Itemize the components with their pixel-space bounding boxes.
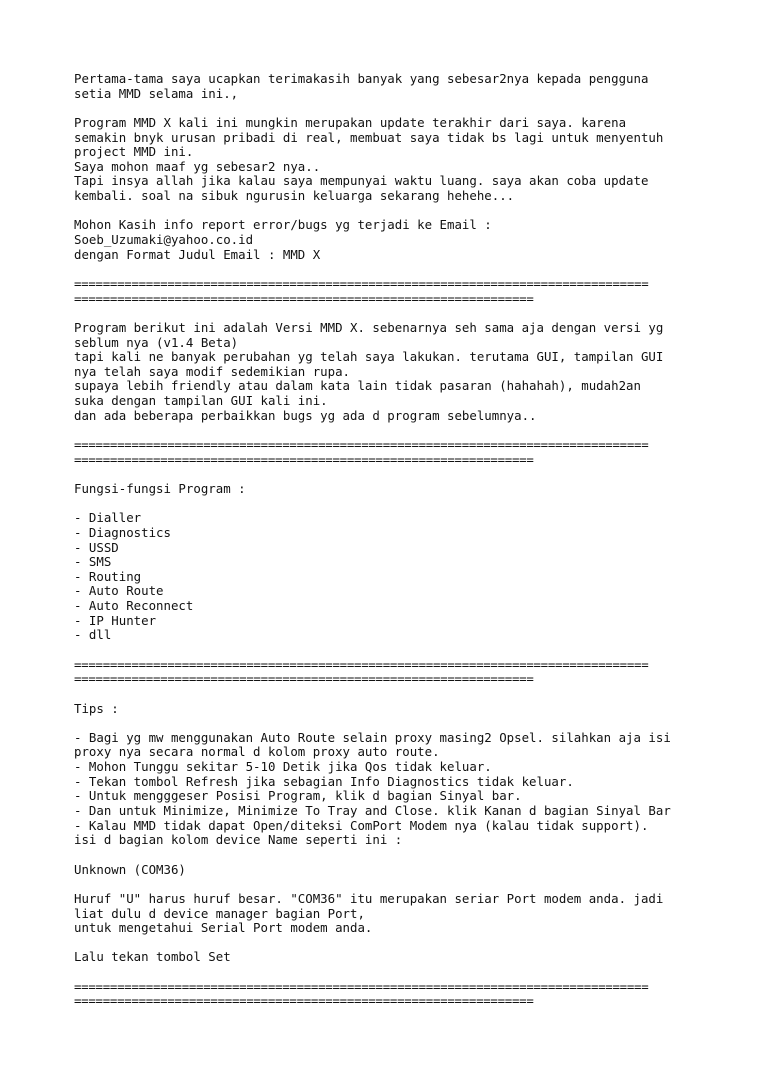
farewell-line: Tapi insya allah jika kalau saya mempunyai waktu luang. saya akan coba update bbox=[74, 173, 649, 189]
contact-email: Soeb_Uzumaki@yahoo.co.id bbox=[74, 232, 254, 248]
separator-line: ================================================================================ bbox=[74, 656, 649, 672]
separator-line: ================================================================ bbox=[74, 671, 534, 687]
farewell-line: kembali. soal na sibuk ngurusin keluarga sekarang hehehe... bbox=[74, 188, 515, 204]
functions-item: - Dialler bbox=[74, 510, 142, 526]
tips-line: - Dan untuk Minimize, Minimize To Tray and Close. klik Kanan d bagian Sinyal Bar bbox=[74, 803, 671, 819]
intro-line: Pertama-tama saya ucapkan terimakasih banyak yang sebesar2nya kepada pengguna bbox=[74, 71, 649, 86]
separator bbox=[74, 438, 714, 467]
functions-item: - Auto Reconnect bbox=[74, 598, 194, 614]
separator-line: ================================================================ bbox=[74, 451, 534, 467]
tips-line: - Untuk mengggeser Posisi Program, klik d bagian Sinyal bar. bbox=[74, 788, 522, 804]
functions-item: - Routing bbox=[74, 568, 142, 584]
farewell-line: project MMD ini. bbox=[74, 144, 194, 160]
tips-line: - Mohon Tunggu sekitar 5-10 Detik jika Qos tidak keluar. bbox=[74, 759, 492, 775]
separator-line: ================================================================================ bbox=[74, 437, 649, 453]
about-line: supaya lebih friendly atau dalam kata lain tidak pasaran (hahahah), mudah2an bbox=[74, 378, 641, 394]
device-name-example: Unknown (COM36) bbox=[74, 861, 186, 877]
contact-line: dengan Format Judul Email : MMD X bbox=[74, 246, 321, 262]
separator-line: ================================================================================ bbox=[74, 275, 649, 291]
tips-heading: Tips : bbox=[74, 700, 119, 716]
tips-explanation-line: untuk mengetahui Serial Port modem anda. bbox=[74, 920, 373, 936]
functions-item: - Auto Route bbox=[74, 583, 164, 599]
about-line: Program berikut ini adalah Versi MMD X. sebenarnya seh sama aja dengan versi yg bbox=[74, 319, 664, 335]
separator bbox=[74, 658, 714, 687]
intro-paragraph bbox=[74, 72, 714, 101]
separator bbox=[74, 277, 714, 306]
about-line: seblum nya (v1.4 Beta) bbox=[74, 334, 239, 350]
functions-heading: Fungsi-fungsi Program : bbox=[74, 480, 246, 496]
tips-section bbox=[74, 702, 714, 966]
separator-line: ================================================================ bbox=[74, 993, 534, 1009]
tips-line: - Bagi yg mw menggunakan Auto Route selain proxy masing2 Opsel. silahkan aja isi bbox=[74, 729, 671, 745]
farewell-line: semakin bnyk urusan pribadi di real, membuat saya tidak bs lagi untuk menyentuh bbox=[74, 129, 664, 145]
contact-paragraph bbox=[74, 218, 714, 262]
farewell-line: Saya mohon maaf yg sebesar2 nya.. bbox=[74, 158, 321, 174]
functions-item: - USSD bbox=[74, 539, 119, 555]
tips-explanation-line: Huruf "U" harus huruf besar. "COM36" itu merupakan seriar Port modem anda. jadi bbox=[74, 890, 664, 906]
tips-line: isi d bagian kolom device Name seperti ini : bbox=[74, 832, 403, 848]
document-page bbox=[74, 72, 714, 1009]
tips-line: - Tekan tombol Refresh jika sebagian Info Diagnostics tidak keluar. bbox=[74, 773, 574, 789]
separator-line: ================================================================ bbox=[74, 290, 534, 306]
farewell-paragraph bbox=[74, 116, 714, 204]
functions-item: - dll bbox=[74, 627, 112, 643]
tips-explanation-line: liat dulu d device manager bagian Port, bbox=[74, 905, 365, 921]
about-paragraph bbox=[74, 321, 714, 423]
about-line: tapi kali ne banyak perubahan yg telah saya lakukan. terutama GUI, tampilan GUI bbox=[74, 349, 664, 365]
contact-line: Mohon Kasih info report error/bugs yg terjadi ke Email : bbox=[74, 217, 492, 233]
functions-item: - Diagnostics bbox=[74, 524, 171, 540]
about-line: suka dengan tampilan GUI kali ini. bbox=[74, 393, 328, 409]
functions-section bbox=[74, 482, 714, 643]
functions-item: - SMS bbox=[74, 554, 112, 570]
tips-line: proxy nya secara normal d kolom proxy auto route. bbox=[74, 744, 440, 760]
about-line: nya telah saya modif sedemikian rupa. bbox=[74, 363, 351, 379]
separator bbox=[74, 980, 714, 1009]
about-line: dan ada beberapa perbaikkan bugs yg ada d program sebelumnya.. bbox=[74, 407, 537, 423]
tips-final-line: Lalu tekan tombol Set bbox=[74, 949, 231, 965]
functions-item: - IP Hunter bbox=[74, 612, 157, 628]
tips-line: - Kalau MMD tidak dapat Open/diteksi ComPort Modem nya (kalau tidak support). bbox=[74, 817, 649, 833]
farewell-line: Program MMD X kali ini mungkin merupakan update terakhir dari saya. karena bbox=[74, 114, 627, 130]
intro-line: setia MMD selama ini., bbox=[74, 85, 239, 101]
separator-line: ================================================================================ bbox=[74, 978, 649, 994]
